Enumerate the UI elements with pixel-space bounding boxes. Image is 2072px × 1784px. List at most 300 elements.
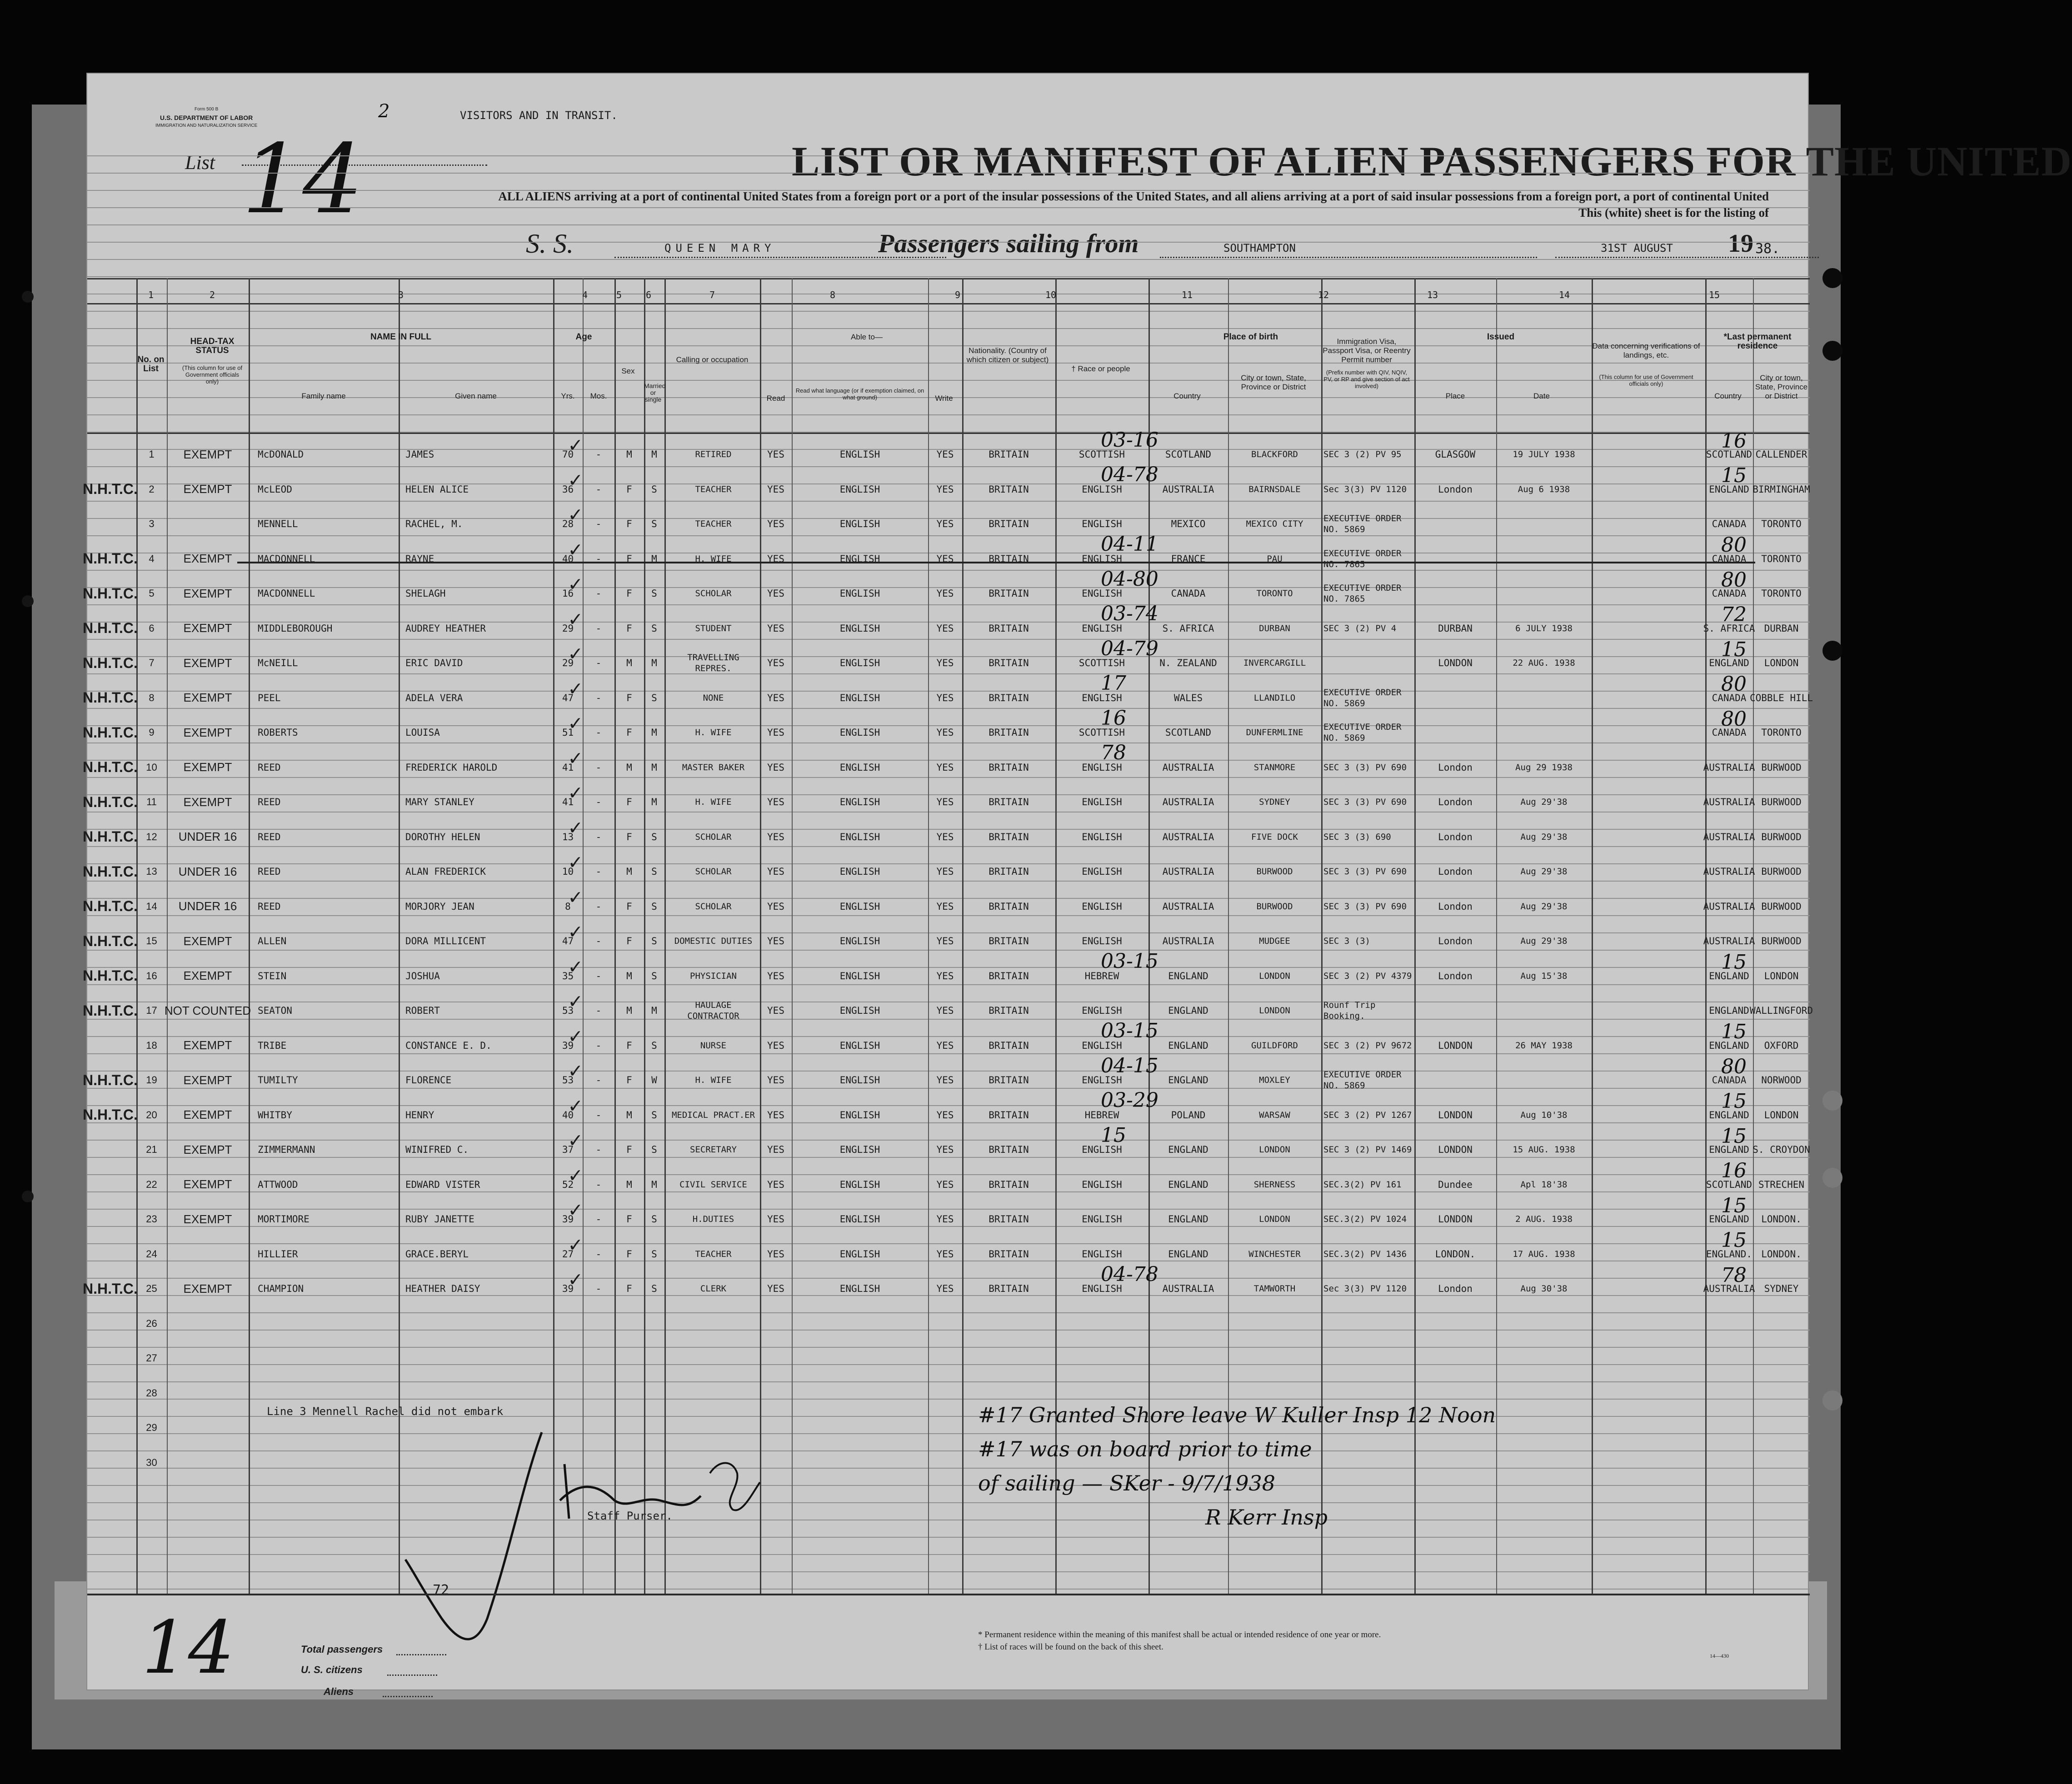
- cell-visa: EXECUTIVE ORDER NO. 5869: [1323, 722, 1402, 743]
- cell-no: 3: [149, 518, 155, 529]
- cell-bcountry: AUSTRALIA: [1162, 1283, 1214, 1294]
- punch-hole: [1822, 1168, 1842, 1188]
- cell-rcity: LONDON: [1764, 970, 1799, 982]
- cell-bcountry: AUSTRALIA: [1162, 831, 1214, 842]
- cell-lang: ENGLISH: [839, 1248, 880, 1260]
- cell-place: London: [1438, 970, 1473, 982]
- cell-lang: ENGLISH: [839, 970, 880, 982]
- cell-no: 21: [146, 1144, 157, 1155]
- cell-no: 16: [146, 970, 157, 982]
- cell-given: FLORENCE: [405, 1075, 452, 1086]
- cell-lang: ENGLISH: [839, 901, 880, 912]
- footer-list-number: 14: [142, 1605, 235, 1690]
- cell-write: YES: [936, 588, 954, 599]
- cell-ms: M: [651, 797, 657, 807]
- handwritten-birth-code: 03-29: [1101, 1089, 1158, 1112]
- cell-mos: -: [595, 1144, 602, 1155]
- cell-rcity: S. CROYDON: [1752, 1144, 1810, 1155]
- cell-yrs: 39: [562, 1040, 574, 1051]
- column-number-8: 8: [829, 289, 836, 300]
- check-mark: ✓: [569, 953, 582, 978]
- cell-rcountry: ENGLAND: [1709, 1040, 1749, 1051]
- header-birth-city: City or town, State, Province or District: [1241, 374, 1306, 391]
- cell-bcountry: S. AFRICA: [1162, 623, 1214, 634]
- cell-write: YES: [936, 831, 954, 842]
- cell-bcity: MEXICO CITY: [1246, 519, 1303, 529]
- cell-no: 12: [146, 831, 157, 842]
- column-number-6: 6: [645, 289, 652, 300]
- cell-bcity: MUDGEE: [1259, 936, 1290, 946]
- cell-no: 1: [149, 448, 155, 460]
- column-number-1: 1: [148, 289, 154, 300]
- ship-name: QUEEN MARY: [664, 242, 776, 254]
- cell-read: YES: [767, 1179, 784, 1190]
- cell-family: MACDONNELL: [258, 588, 315, 599]
- cell-sex: F: [626, 692, 632, 703]
- cell-bcity: LONDON: [1259, 1214, 1290, 1224]
- cell-mos: -: [595, 936, 602, 947]
- handwritten-inspector: R Kerr Insp: [1205, 1505, 1328, 1530]
- cell-occ: SECRETARY: [690, 1145, 737, 1155]
- cell-place: London: [1438, 831, 1473, 842]
- cell-nhtc: N.H.T.C.: [83, 1106, 138, 1123]
- cell-yrs: 39: [562, 1283, 574, 1294]
- cell-tax: EXEMPT: [183, 1108, 232, 1121]
- cell-occ: CIVIL SERVICE: [679, 1179, 747, 1190]
- footer-rule: [87, 1594, 1810, 1595]
- column-number-14: 14: [1558, 289, 1570, 300]
- check-mark: ✓: [569, 606, 582, 631]
- cell-lang: ENGLISH: [839, 449, 880, 460]
- sailing-date: 31ST AUGUST: [1601, 242, 1673, 254]
- cell-nhtc: N.H.T.C.: [83, 550, 138, 567]
- cell-family: ZIMMERMANN: [258, 1144, 315, 1155]
- cell-race: HEBREW: [1084, 1109, 1119, 1121]
- cell-lang: ENGLISH: [839, 553, 880, 564]
- footer-dots-2: [387, 1674, 437, 1676]
- cell-given: DOROTHY HELEN: [405, 831, 480, 842]
- cell-idate: 17 AUG. 1938: [1513, 1249, 1575, 1259]
- cell-bcity: TAMWORTH: [1253, 1284, 1296, 1294]
- cell-write: YES: [936, 1040, 954, 1051]
- cell-bcountry: FRANCE: [1171, 553, 1206, 564]
- cell-given: HELEN ALICE: [405, 483, 469, 495]
- punch-hole: [1822, 341, 1842, 361]
- cell-tax: EXEMPT: [183, 1073, 232, 1087]
- cell-mos: -: [595, 1075, 602, 1086]
- cell-bcity: MOXLEY: [1259, 1075, 1290, 1085]
- check-mark: ✓: [569, 1127, 582, 1152]
- cell-visa: Sec 3(3) PV 1120: [1323, 1284, 1407, 1294]
- cell-family: TRIBE: [258, 1040, 287, 1051]
- handwritten-birth-code: 16: [1101, 706, 1126, 730]
- cell-tax: EXEMPT: [183, 969, 232, 982]
- cell-write: YES: [936, 1248, 954, 1260]
- cell-read: YES: [767, 483, 784, 495]
- cell-rcountry: SCOTLAND: [1706, 449, 1752, 460]
- cell-given: HEATHER DAISY: [405, 1283, 480, 1294]
- cell-bcountry: AUSTRALIA: [1162, 866, 1214, 877]
- header-res-country: Country: [1714, 392, 1742, 400]
- cell-family: McNEILL: [258, 658, 298, 668]
- cell-bcountry: ENGLAND: [1168, 1179, 1208, 1190]
- column-number-7: 7: [709, 289, 715, 300]
- cell-tax: EXEMPT: [183, 1177, 232, 1191]
- cell-race: SCOTTISH: [1078, 727, 1125, 738]
- cell-visa: EXECUTIVE ORDER NO. 7865: [1323, 583, 1402, 604]
- cell-yrs: 41: [562, 797, 574, 807]
- cell-nhtc: N.H.T.C.: [83, 585, 138, 602]
- cell-nat: BRITAIN: [989, 727, 1029, 738]
- header-res-city: City or town, State, Province or District: [1755, 374, 1808, 400]
- cell-race: ENGLISH: [1082, 901, 1122, 912]
- cell-rcity: BURWOOD: [1761, 936, 1802, 947]
- cell-race: ENGLISH: [1082, 1005, 1122, 1016]
- cell-rcity: LONDON.: [1761, 1248, 1802, 1260]
- header-age: Age: [575, 332, 592, 342]
- cell-race: ENGLISH: [1082, 588, 1122, 599]
- cell-yrs: 51: [562, 727, 574, 738]
- cell-no: 15: [146, 935, 157, 947]
- cell-no: 17: [146, 1005, 157, 1016]
- cell-family: ATTWOOD: [258, 1179, 298, 1190]
- cell-write: YES: [936, 449, 954, 460]
- check-mark: ✓: [569, 536, 582, 561]
- cell-bcity: BLACKFORD: [1251, 449, 1298, 459]
- cell-nat: BRITAIN: [989, 797, 1029, 807]
- cell-visa: EXECUTIVE ORDER NO. 5869: [1323, 687, 1402, 708]
- cell-rcity: LONDON: [1764, 658, 1799, 668]
- cell-sex: F: [626, 1075, 632, 1086]
- cell-lang: ENGLISH: [839, 1005, 880, 1016]
- punch-hole: [1822, 1091, 1842, 1111]
- cell-bcity: DURBAN: [1259, 623, 1290, 633]
- cell-race: ENGLISH: [1082, 1075, 1122, 1086]
- header-issued-place: Place: [1445, 392, 1465, 400]
- cell-rcity: TORONTO: [1761, 588, 1802, 599]
- cell-yrs: 28: [562, 518, 574, 529]
- cell-family: MENNELL: [258, 518, 298, 529]
- cell-nhtc: N.H.T.C.: [83, 898, 138, 914]
- cell-rcity: LONDON: [1764, 1109, 1799, 1121]
- cell-tax: EXEMPT: [183, 934, 232, 948]
- handwritten-residence-code: 15: [1721, 638, 1747, 661]
- binding-ring: [22, 595, 34, 607]
- cell-given: SHELAGH: [405, 588, 446, 599]
- cell-bcity: INVERCARGILL: [1243, 658, 1306, 668]
- cell-given: MORJORY JEAN: [405, 901, 474, 912]
- cell-read: YES: [767, 727, 784, 738]
- cell-ms: S: [651, 518, 657, 529]
- header-birth-country: Country: [1173, 392, 1201, 400]
- cell-no: 5: [149, 588, 155, 599]
- column-number-5: 5: [616, 289, 622, 300]
- cell-ms: S: [651, 483, 657, 495]
- cell-sex: M: [626, 970, 632, 982]
- handwritten-residence-code: 80: [1721, 1055, 1747, 1078]
- handwritten-birth-code: 15: [1101, 1123, 1126, 1147]
- cell-ms: M: [651, 727, 657, 738]
- cell-sex: F: [626, 1144, 632, 1155]
- cell-idate: Aug 29'38: [1520, 832, 1568, 842]
- cell-sex: F: [626, 1040, 632, 1051]
- cell-mos: -: [595, 901, 602, 912]
- cell-mos: -: [595, 623, 602, 634]
- cell-ms: S: [651, 1283, 657, 1294]
- cell-bcity: BAIRNSDALE: [1248, 484, 1301, 494]
- cell-write: YES: [936, 692, 954, 703]
- cell-lang: ENGLISH: [839, 1283, 880, 1294]
- visitors-label: VISITORS AND IN TRANSIT.: [460, 109, 618, 122]
- check-mark: ✓: [569, 884, 582, 909]
- cell-lang: ENGLISH: [839, 1179, 880, 1190]
- cell-tax: EXEMPT: [183, 447, 232, 461]
- cell-given: FREDERICK HAROLD: [405, 762, 498, 773]
- cell-visa: SEC 3 (3) PV 690: [1323, 797, 1407, 807]
- cell-write: YES: [936, 1005, 954, 1016]
- cell-given: AUDREY HEATHER: [405, 623, 486, 634]
- cell-rcountry: ENGLAND.: [1706, 1248, 1752, 1260]
- handwritten-residence-code: 80: [1721, 533, 1747, 557]
- cell-bcity: TORONTO: [1256, 588, 1293, 598]
- cell-given: ROBERT: [405, 1005, 440, 1016]
- cell-write: YES: [936, 658, 954, 668]
- cell-lang: ENGLISH: [839, 588, 880, 599]
- cell-tax: EXEMPT: [183, 760, 232, 774]
- manifest-page: [83, 73, 2072, 1697]
- cell-given: RACHEL, M.: [405, 518, 463, 529]
- column-number-12: 12: [1318, 289, 1329, 300]
- cell-rcity: BURWOOD: [1761, 797, 1802, 807]
- cell-tax: UNDER 16: [178, 830, 237, 843]
- cell-place: London: [1438, 483, 1473, 495]
- purser-check-stroke: [405, 1432, 542, 1639]
- cell-visa: Rounf Trip Booking.: [1323, 1000, 1376, 1021]
- subtitle-line-2: This (white) sheet is for the listing of: [1578, 206, 1769, 219]
- handwritten-birth-code: 04-79: [1101, 637, 1158, 660]
- cell-no: 24: [146, 1248, 157, 1260]
- cell-ms: W: [651, 1075, 657, 1086]
- cell-tax: EXEMPT: [183, 1212, 232, 1226]
- cell-race: ENGLISH: [1082, 692, 1122, 703]
- cell-nat: BRITAIN: [989, 1283, 1029, 1294]
- cell-nat: BRITAIN: [989, 970, 1029, 982]
- cell-nat: BRITAIN: [989, 866, 1029, 877]
- handwritten-residence-code: 72: [1721, 603, 1747, 626]
- column-number-3: 3: [398, 289, 404, 300]
- cell-rcity: STRECHEN: [1758, 1179, 1805, 1190]
- handwritten-birth-code: 04-80: [1101, 567, 1158, 591]
- cell-occ: MASTER BAKER: [682, 762, 745, 772]
- cell-sex: M: [626, 866, 632, 877]
- footer-dots-3: [383, 1696, 433, 1697]
- cell-lang: ENGLISH: [839, 1075, 880, 1086]
- footer-dots-1: [396, 1654, 446, 1655]
- cell-given: ADELA VERA: [405, 692, 463, 703]
- cell-bcity: LONDON: [1259, 1145, 1290, 1155]
- cell-place: LONDON.: [1435, 1248, 1476, 1260]
- cell-bcity: WARSAW: [1259, 1110, 1290, 1120]
- cell-occ: RETIRED: [695, 449, 732, 459]
- check-mark: ✓: [569, 849, 582, 874]
- cell-bcountry: SCOTLAND: [1165, 727, 1212, 738]
- check-mark: ✓: [569, 1023, 582, 1048]
- cell-read: YES: [767, 1040, 784, 1051]
- cell-read: YES: [767, 1283, 784, 1294]
- cell-mos: -: [595, 1248, 602, 1260]
- footer-total-passengers: Total passengers: [301, 1644, 383, 1655]
- cell-race: ENGLISH: [1082, 1144, 1122, 1155]
- cell-visa: EXECUTIVE ORDER NO. 5869: [1323, 1070, 1402, 1091]
- cell-rcountry: CANADA: [1712, 727, 1747, 738]
- cell-no: 28: [146, 1387, 157, 1399]
- cell-given: RUBY JANETTE: [405, 1214, 474, 1225]
- check-mark: ✓: [569, 571, 582, 596]
- cell-ms: S: [651, 866, 657, 877]
- cell-race: ENGLISH: [1082, 797, 1122, 807]
- cell-given: JAMES: [405, 449, 434, 460]
- cell-nhtc: N.H.T.C.: [83, 689, 138, 706]
- cell-visa: SEC.3(2) PV 1024: [1323, 1214, 1407, 1224]
- cell-place: DURBAN: [1438, 623, 1473, 634]
- cell-idate: 19 JULY 1938: [1513, 449, 1575, 459]
- cell-bcountry: ENGLAND: [1168, 1144, 1208, 1155]
- cell-nat: BRITAIN: [989, 1179, 1029, 1190]
- handwritten-residence-code: 80: [1721, 707, 1747, 731]
- footer-us-citizens: U. S. citizens: [301, 1664, 363, 1675]
- handwritten-residence-code: 15: [1721, 1090, 1747, 1113]
- cell-sex: F: [626, 797, 632, 807]
- cell-mos: -: [595, 1005, 602, 1016]
- cell-bcity: LONDON: [1259, 1006, 1290, 1016]
- cell-sex: M: [626, 1109, 632, 1121]
- cell-nat: BRITAIN: [989, 449, 1029, 460]
- cell-yrs: 70: [562, 449, 574, 460]
- punch-hole: [1822, 641, 1842, 661]
- cell-rcity: CALLENDER: [1755, 449, 1807, 460]
- year-prefix: 19: [1728, 229, 1753, 258]
- cell-ms: S: [651, 1040, 657, 1051]
- cell-bcountry: N. ZEALAND: [1159, 658, 1217, 668]
- cell-tax: EXEMPT: [183, 552, 232, 565]
- handwritten-residence-code: 15: [1721, 1020, 1747, 1043]
- column-number-13: 13: [1427, 289, 1438, 300]
- header-head-tax-note: (This column for use of Government officials only): [182, 364, 243, 385]
- staff-purser-label: Staff Purser.: [587, 1510, 673, 1522]
- cell-write: YES: [936, 970, 954, 982]
- header-no-on-list: No. on List: [137, 355, 165, 374]
- service: IMMIGRATION AND NATURALIZATION SERVICE: [155, 123, 258, 128]
- column-number-9: 9: [954, 289, 961, 300]
- header-able-to: Able to—: [851, 333, 883, 341]
- cell-rcountry: ENGLAND: [1709, 1005, 1749, 1016]
- cell-nat: BRITAIN: [989, 1005, 1029, 1016]
- cell-read: YES: [767, 1248, 784, 1260]
- check-mark: ✓: [569, 780, 582, 804]
- handwritten-birth-code: 04-15: [1101, 1054, 1158, 1077]
- cell-write: YES: [936, 762, 954, 773]
- cell-lang: ENGLISH: [839, 518, 880, 529]
- header-issued: Issued: [1487, 332, 1515, 342]
- cell-nat: BRITAIN: [989, 1214, 1029, 1225]
- cell-rcity: TORONTO: [1761, 553, 1802, 564]
- cell-nat: BRITAIN: [989, 1075, 1029, 1086]
- cell-write: YES: [936, 1144, 954, 1155]
- cell-family: McDONALD: [258, 449, 304, 460]
- header-last-residence: *Last permanent residence: [1723, 332, 1792, 351]
- header-race: † Race or people: [1071, 364, 1130, 373]
- cell-tax: EXEMPT: [183, 586, 232, 600]
- cell-ms: S: [651, 901, 657, 912]
- cell-sex: F: [626, 831, 632, 842]
- check-mark: ✓: [569, 502, 582, 526]
- cell-yrs: 29: [562, 658, 574, 668]
- cell-nhtc: N.H.T.C.: [83, 1071, 138, 1088]
- cell-ms: M: [651, 1005, 657, 1016]
- cell-mos: -: [595, 866, 602, 877]
- handwritten-birth-code: 17: [1101, 672, 1126, 695]
- cell-yrs: 53: [562, 1005, 574, 1016]
- cell-visa: SEC.3(2) PV 1436: [1323, 1249, 1407, 1259]
- handwritten-residence-code: 80: [1721, 568, 1747, 592]
- cell-nhtc: N.H.T.C.: [83, 1280, 138, 1297]
- cell-read: YES: [767, 1214, 784, 1225]
- header-calling: Calling or occupation: [676, 355, 749, 364]
- cell-mos: -: [595, 483, 602, 495]
- cell-read: YES: [767, 936, 784, 947]
- check-mark: ✓: [569, 745, 582, 770]
- cell-rcity: SYDNEY: [1764, 1283, 1799, 1294]
- cell-race: ENGLISH: [1082, 1179, 1122, 1190]
- cell-occ: SCHOLAR: [695, 832, 732, 842]
- header-family-name: Family name: [301, 392, 346, 400]
- cell-family: MORTIMORE: [258, 1214, 310, 1225]
- cell-write: YES: [936, 483, 954, 495]
- handwritten-birth-code: 04-78: [1101, 463, 1158, 486]
- cell-family: REED: [258, 797, 281, 807]
- handwritten-birth-code: 78: [1101, 741, 1126, 764]
- cell-mos: -: [595, 797, 602, 807]
- cell-mos: -: [595, 1040, 602, 1051]
- cell-place: LONDON: [1438, 1109, 1473, 1121]
- cell-read: YES: [767, 449, 784, 460]
- cell-no: 25: [146, 1283, 157, 1294]
- cell-tax: EXEMPT: [183, 691, 232, 704]
- cell-tax: EXEMPT: [183, 1281, 232, 1296]
- column-number-2: 2: [209, 289, 215, 300]
- cell-nhtc: N.H.T.C.: [83, 932, 138, 949]
- cell-occ: NURSE: [700, 1040, 727, 1051]
- cell-bcity: SHERNESS: [1253, 1179, 1296, 1190]
- cell-lang: ENGLISH: [839, 831, 880, 842]
- cell-write: YES: [936, 1179, 954, 1190]
- cell-bcountry: ENGLAND: [1168, 1005, 1208, 1016]
- cell-family: ALLEN: [258, 936, 287, 947]
- cell-visa: SEC 3 (3) PV 690: [1323, 867, 1407, 877]
- header-visa-note: (Prefix number with QIV, NQIV, PV, or RP and give section of act involved): [1323, 369, 1410, 389]
- cell-ms: S: [651, 1144, 657, 1155]
- cell-sex: M: [626, 762, 632, 773]
- cell-family: REED: [258, 762, 281, 773]
- header-mos: Mos.: [590, 392, 607, 400]
- cell-occ: H. WIFE: [695, 797, 732, 807]
- cell-bcountry: CANADA: [1171, 588, 1206, 599]
- cell-lang: ENGLISH: [839, 658, 880, 668]
- cell-yrs: 47: [562, 692, 574, 703]
- cell-idate: 15 AUG. 1938: [1513, 1145, 1575, 1155]
- cell-family: McLEOD: [258, 483, 292, 495]
- cell-family: STEIN: [258, 970, 287, 982]
